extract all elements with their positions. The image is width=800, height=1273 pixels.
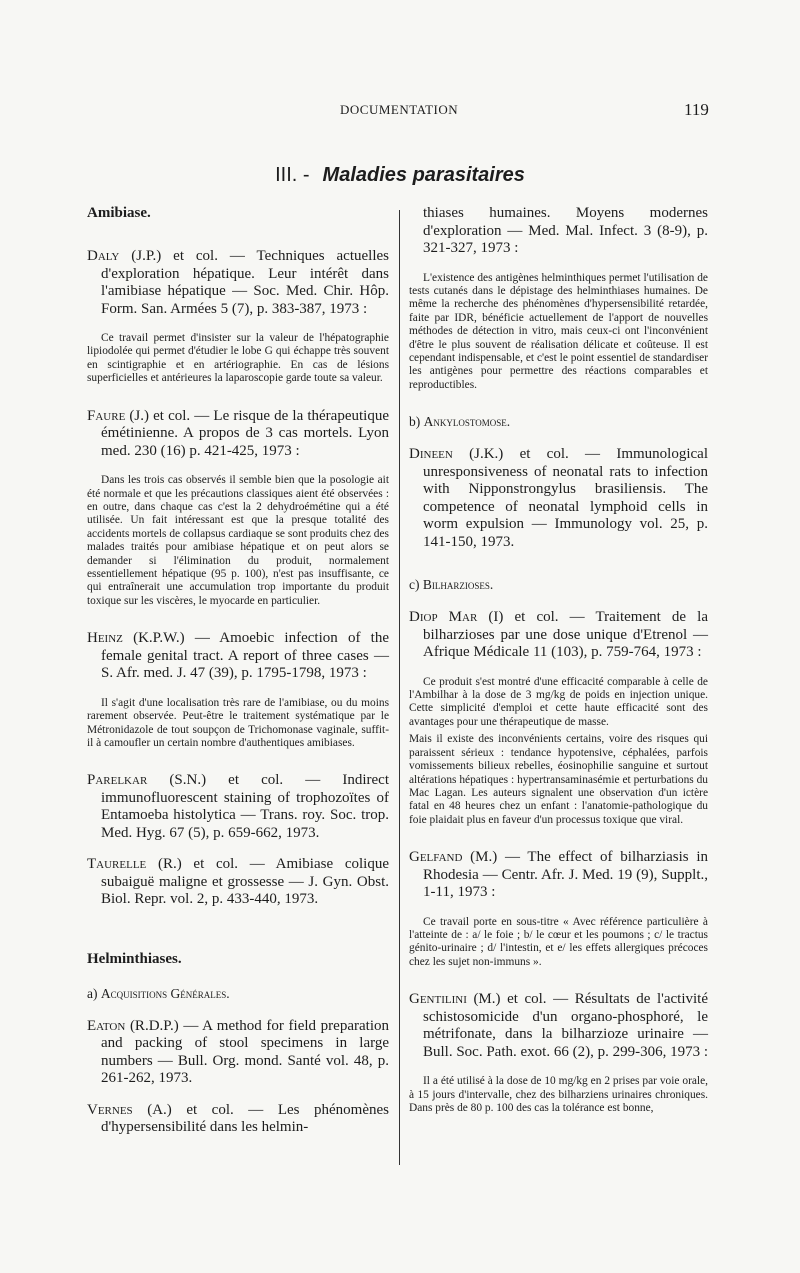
left-column (87, 205, 389, 1151)
heading-amibiase: Amibiase. (87, 205, 151, 221)
abstract-gentilini: Il a été utilisé à la dose de 10 mg/kg en 2 prises par voie orale, à 15 jours d'intervalle, chez des bilharziens urinaires chroniques. Dans près de 80 p. 100 des cas la tolérance est bonne, (409, 1075, 708, 1115)
reference-author: Vernes (87, 1101, 133, 1118)
section-name: Maladies parasitaires (322, 164, 525, 186)
reference-author: Eaton (87, 1017, 126, 1034)
subheading-label: Bilharzioses. (422, 577, 494, 593)
running-head-title: DOCUMENTATION (340, 102, 459, 117)
reference-text: (S.N.) et col. — Indirect immunofluorescent staining of trophozoïtes of Entamoeba histolytica — Trans. roy. Soc. trop. Med. Hyg. 67 (5), p. 659-662, 1973. (101, 772, 389, 841)
abstract-heinz: Il s'agit d'une localisation très rare de l'amibiase, ou du moins rarement observée. Peut-être le traitement systématique par le Métronidazole de tout soupçon de Trichomonase vaginale, suffit-il à camoufler un certain nombre d'authentiques amibiases. (87, 696, 389, 749)
reference-taurelle (87, 856, 389, 909)
section-number: III. - (275, 164, 310, 186)
reference-gelfand (409, 849, 708, 902)
reference-author: Diop Mar (409, 609, 478, 626)
section-title (0, 164, 800, 187)
reference-author: Heinz (87, 630, 123, 647)
reference-eaton (87, 1018, 389, 1088)
reference-heinz (87, 630, 389, 683)
subheading-prefix: c) (409, 577, 423, 593)
reference-gentilini (409, 991, 708, 1061)
reference-author: Daly (87, 248, 120, 264)
right-column (409, 205, 708, 1137)
reference-text: (A.) et col. — Les phénomènes d'hypersensibilité dans les helmin- (101, 1101, 389, 1136)
reference-faure (87, 408, 389, 461)
reference-vernes (87, 1102, 389, 1137)
abstract-diop-mar-part2: Mais il existe des inconvénients certains, voire des risques qui paraissent sérieux : tendance hypotensive, céphalées, parfois vomissements bilieux rebelles, éosinophilie sanguine et surtout altérations hépatiques : hypertransaminasémie et perturbations du Mac Lagan. Les auteurs signalent une observation d'un ictère fatal en 48 heures chez un enfant : l'anatomie-pathologique du foie plaidait plus en faveur d'un processus toxique que viral. (409, 733, 708, 826)
subheading-acquisitions (87, 986, 389, 1002)
reference-vernes-continued: thiases humaines. Moyens modernes d'exploration — Med. Mal. Infect. 3 (8-9), p. 321-327, 1973 : (423, 205, 708, 256)
reference-text: (J.) et col. — Le risque de la thérapeutique émétinienne. A propos de 3 cas mortels. Lyon med. 230 (16) p. 421-425, 1973 : (101, 407, 389, 459)
reference-author: Gelfand (409, 849, 463, 866)
reference-author: Gentilini (409, 991, 467, 1008)
abstract-daly: Ce travail permet d'insister sur la valeur de l'hépatographie lipiodolée qui permet d'étudier le lobe G qui échappe très souvent en scintigraphie et en artériographie. En cas de lésions superficielles et antérieures la laparoscopie garde toute sa valeur. (87, 332, 389, 385)
subheading-label: Ankylostomose. (423, 414, 511, 430)
reference-diop-mar (409, 609, 708, 662)
column-divider (399, 210, 400, 1165)
reference-text: (R.) et col. — Amibiase colique subaiguë maligne et grossesse — J. Gyn. Obst. Biol. Repr. vol. 2, p. 433-440, 1973. (101, 856, 389, 908)
reference-text: (M.) — The effect of bilharziasis in Rhodesia — Centr. Afr. J. Med. 19 (9), Supplt., 1-11, 1973 : (423, 849, 708, 901)
page-number: 119 (684, 100, 709, 119)
reference-author: Faure (87, 407, 126, 424)
reference-daly (87, 248, 389, 318)
abstract-gelfand: Ce travail porte en sous-titre « Avec référence particulière à l'atteinte de : a/ le foie ; b/ le cœur et les poumons ; c/ le tractus génito-urinaire ; d/ l'intestin, et e/ les effets allergiques précoces chez les sujet non-immuns ». (409, 915, 708, 968)
abstract-vernes: L'existence des antigènes helminthiques permet l'utilisation de tests cutanés dans le dépistage des helminthiases humaines. De même la recherche des phénomènes d'hypersensibilité retardée, faite par IDR, bénéficie actuellement de l'apport de nouvelles méthodes de détection in vitro, mais ceux-ci ont l'inconvénient d'être le plus souvent de réalisation délicate et coûteuse. Il est cependant indispensable, et c'est le point essentiel de standardiser les antigènes pour permettre des réactions comparables et reproductibles. (409, 271, 708, 391)
abstract-faure: Dans les trois cas observés il semble bien que la posologie ait été normale et que les précautions classiques aient été observées : en outre, dans chaque cas c'est la 2 dehydroémétine qui a été utilisée. Un fait intéressant est que la presque totalité des accidents mortels de collapsus cardiaque se sont produits chez des malades traités pour amibiase hépatique et on peut alors se demander si l'élimination du produit, normalement essentiellement hépatique (95 p. 100), n'est pas insuffisante, ce qui entraînerait une accumulation trop importante du produit toxique sur les viscères, le myocarde en particulier. (87, 474, 389, 607)
subheading-prefix: b) (409, 414, 424, 430)
reference-author: Taurelle (87, 856, 147, 873)
reference-author: Dineen (409, 446, 453, 463)
reference-text: (R.D.P.) — A method for field preparation and packing of stool specimens in large numbers — Bull. Org. mond. Santé vol. 48, p. 261-262, 1973. (101, 1017, 389, 1087)
subheading-ankylostomose (409, 414, 708, 430)
reference-author: Parelkar (87, 772, 148, 789)
abstract-diop-mar-part1: Ce produit s'est montré d'une efficacité comparable à celle de l'Ambilhar à la dose de 3 mg/kg de poids en injection unique. Cette simplicité d'emploi et cette haute efficacité sont des avantages pour une thérapeutique de masse. (409, 675, 708, 728)
reference-text: (K.P.W.) — Amoebic infection of the female genital tract. A report of three cases — S. Afr. med. J. 47 (39), p. 1795-1798, 1973 : (101, 630, 389, 682)
running-head (0, 100, 800, 122)
heading-helminthiases: Helminthiases. (87, 950, 182, 967)
subheading-bilharzioses (409, 577, 708, 593)
reference-dineen (409, 446, 708, 551)
reference-parelkar (87, 772, 389, 842)
reference-text: (I) et col. — Traitement de la bilharzioses par une dose unique d'Etrenol — Afrique Médicale 11 (103), p. 759-764, 1973 : (423, 609, 708, 661)
subheading-label: Acquisitions Générales. (100, 985, 230, 1001)
subheading-prefix: a) (87, 985, 101, 1001)
reference-text: (J.K.) et col. — Immunological unresponsiveness of neonatal rats to infection with Nipponstrongylus brasiliensis. The competence of neonatal lymphoid cells in worm expulsion — Immunology vol. 25, p. 141-150, 1973. (423, 446, 708, 550)
reference-text: (M.) et col. — Résultats de l'activité schistosomicide d'un organo-phosphoré, le métrifonate, dans la bilharzioze urinaire — Bull. Soc. Path. exot. 66 (2), p. 299-306, 1973 : (423, 991, 708, 1060)
reference-text: (J.P.) et col. — Techniques actuelles d'exploration hépatique. Leur intérêt dans l'amibiase hépatique — Soc. Med. Chir. Hôp. Form. San. Armées 5 (7), p. 383-387, 1973 : (101, 248, 389, 317)
